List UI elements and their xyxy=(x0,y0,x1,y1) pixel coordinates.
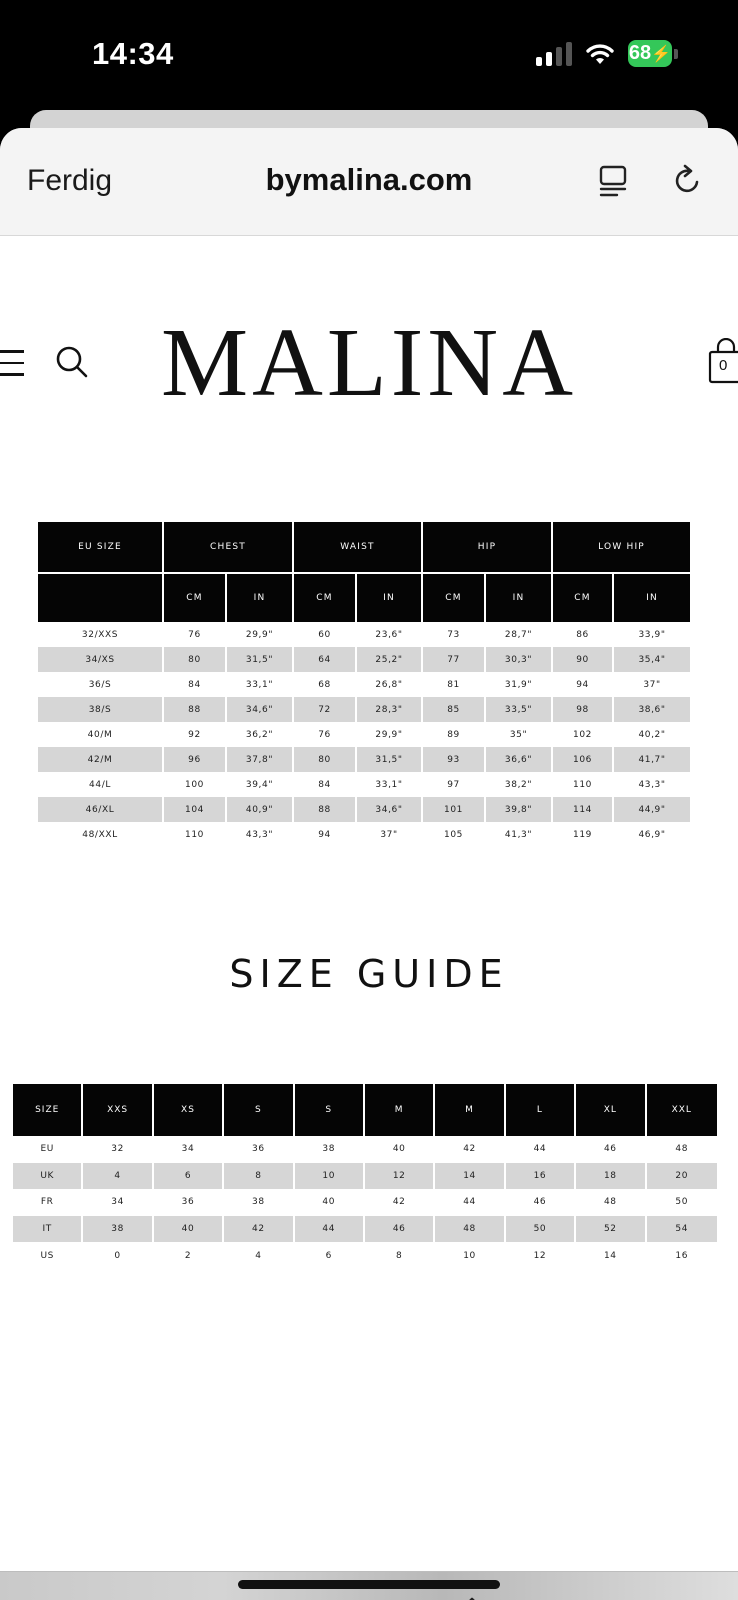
measurement-cell: 31,5" xyxy=(357,747,423,772)
size-value-cell: 36 xyxy=(154,1189,224,1216)
size-value-cell: 38 xyxy=(83,1216,153,1243)
size-label-cell: 44/L xyxy=(38,772,164,797)
measurement-cell: 81 xyxy=(423,672,486,697)
size-value-cell: 48 xyxy=(647,1136,717,1163)
size-value-cell: 18 xyxy=(576,1163,646,1190)
measurement-cell: 38,2" xyxy=(486,772,553,797)
measurement-cell: 40,2" xyxy=(614,722,690,747)
size-header-cell: S xyxy=(295,1084,365,1136)
size-header-cell: XS xyxy=(154,1084,224,1136)
measurement-cell: 29,9" xyxy=(357,722,423,747)
size-value-cell: 8 xyxy=(224,1163,294,1190)
table-row xyxy=(13,1242,717,1269)
size-value-cell: 12 xyxy=(506,1242,576,1269)
measurement-cell: 90 xyxy=(553,647,614,672)
measurement-cell: 68 xyxy=(294,672,357,697)
measurement-cell: 31,5" xyxy=(227,647,294,672)
size-value-cell: 16 xyxy=(506,1163,576,1190)
size-value-cell: 8 xyxy=(365,1242,435,1269)
size-label-cell: 48/XXL xyxy=(38,822,164,847)
measurement-cell: 110 xyxy=(553,772,614,797)
size-value-cell: 6 xyxy=(154,1163,224,1190)
measurement-cell: 41,3" xyxy=(486,822,553,847)
measurement-cell: 33,5" xyxy=(486,697,553,722)
size-value-cell: 48 xyxy=(576,1189,646,1216)
measurement-cell: 35" xyxy=(486,722,553,747)
size-value-cell: 44 xyxy=(506,1136,576,1163)
measurement-cell: 98 xyxy=(553,697,614,722)
size-header-cell: XL xyxy=(576,1084,646,1136)
unit-header: IN xyxy=(357,572,423,622)
battery-charging-icon: 68 ⚡ xyxy=(628,40,678,67)
measurement-cell: 37,8" xyxy=(227,747,294,772)
size-header-cell: S xyxy=(224,1084,294,1136)
measurement-cell: 80 xyxy=(164,647,227,672)
measurement-cell: 60 xyxy=(294,622,357,647)
measurement-cell: 34,6" xyxy=(227,697,294,722)
measurement-cell: 64 xyxy=(294,647,357,672)
size-value-cell: 50 xyxy=(506,1216,576,1243)
measurement-cell: 76 xyxy=(294,722,357,747)
measurement-cell: 84 xyxy=(164,672,227,697)
measurement-cell: 33,1" xyxy=(357,772,423,797)
measurement-cell: 31,9" xyxy=(486,672,553,697)
size-value-cell: 46 xyxy=(506,1189,576,1216)
table-row xyxy=(38,772,690,797)
table-row xyxy=(38,672,690,697)
measurement-cell: 89 xyxy=(423,722,486,747)
size-value-cell: 44 xyxy=(435,1189,505,1216)
measurement-cell: 94 xyxy=(553,672,614,697)
size-value-cell: 2 xyxy=(154,1242,224,1269)
size-value-cell: 16 xyxy=(647,1242,717,1269)
cart-count: 0 xyxy=(719,357,728,374)
size-label-cell: 36/S xyxy=(38,672,164,697)
measurement-cell: 86 xyxy=(553,622,614,647)
unit-header: CM xyxy=(294,572,357,622)
measurement-cell: 94 xyxy=(294,822,357,847)
measurement-cell: 97 xyxy=(423,772,486,797)
measurement-cell: 26,8" xyxy=(357,672,423,697)
measurement-cell: 29,9" xyxy=(227,622,294,647)
wifi-icon xyxy=(584,42,616,66)
measurement-cell: 73 xyxy=(423,622,486,647)
share-icon[interactable] xyxy=(452,1596,492,1600)
size-header-cell: XXL xyxy=(647,1084,717,1136)
reader-icon[interactable] xyxy=(597,164,631,198)
measurement-table xyxy=(38,522,690,847)
reload-icon[interactable] xyxy=(670,162,706,198)
size-value-cell: 38 xyxy=(224,1189,294,1216)
unit-header: CM xyxy=(423,572,486,622)
measurement-cell: 88 xyxy=(294,797,357,822)
header-blank xyxy=(38,572,164,622)
measurement-cell: 39,8" xyxy=(486,797,553,822)
table-row xyxy=(13,1163,717,1190)
size-value-cell: 20 xyxy=(647,1163,717,1190)
size-value-cell: 36 xyxy=(224,1136,294,1163)
size-guide-title: SIZE GUIDE xyxy=(229,952,509,996)
measurement-cell: 77 xyxy=(423,647,486,672)
measurement-cell: 92 xyxy=(164,722,227,747)
header-chest: CHEST xyxy=(164,522,294,572)
table-header-row xyxy=(13,1084,717,1136)
signal-icon xyxy=(536,42,572,66)
size-value-cell: 52 xyxy=(576,1216,646,1243)
table-row xyxy=(13,1189,717,1216)
size-value-cell: 40 xyxy=(365,1136,435,1163)
measurement-cell: 72 xyxy=(294,697,357,722)
size-value-cell: 34 xyxy=(154,1136,224,1163)
measurement-cell: 41,7" xyxy=(614,747,690,772)
unit-header: IN xyxy=(614,572,690,622)
size-value-cell: 44 xyxy=(295,1216,365,1243)
region-label-cell: FR xyxy=(13,1189,83,1216)
table-row xyxy=(38,822,690,847)
measurement-cell: 114 xyxy=(553,797,614,822)
status-bar xyxy=(0,0,738,110)
measurement-cell: 101 xyxy=(423,797,486,822)
size-header-cell: M xyxy=(435,1084,505,1136)
measurement-cell: 44,9" xyxy=(614,797,690,822)
measurement-cell: 84 xyxy=(294,772,357,797)
size-value-cell: 32 xyxy=(83,1136,153,1163)
measurement-cell: 33,1" xyxy=(227,672,294,697)
size-value-cell: 42 xyxy=(435,1136,505,1163)
unit-header: IN xyxy=(486,572,553,622)
size-value-cell: 4 xyxy=(224,1242,294,1269)
measurement-cell: 28,3" xyxy=(357,697,423,722)
measurement-cell: 80 xyxy=(294,747,357,772)
table-row xyxy=(13,1216,717,1243)
size-value-cell: 50 xyxy=(647,1189,717,1216)
unit-header: IN xyxy=(227,572,294,622)
size-value-cell: 46 xyxy=(365,1216,435,1243)
measurement-cell: 43,3" xyxy=(614,772,690,797)
region-label-cell: US xyxy=(13,1242,83,1269)
site-logo[interactable]: MALINA xyxy=(161,309,577,417)
home-indicator xyxy=(238,1580,500,1589)
region-label-cell: IT xyxy=(13,1216,83,1243)
size-value-cell: 12 xyxy=(365,1163,435,1190)
browser-header xyxy=(0,128,738,236)
measurement-cell: 33,9" xyxy=(614,622,690,647)
size-header-cell: L xyxy=(506,1084,576,1136)
header-waist: WAIST xyxy=(294,522,423,572)
measurement-cell: 102 xyxy=(553,722,614,747)
table-row xyxy=(38,722,690,747)
size-label-cell: 34/XS xyxy=(38,647,164,672)
url-title: bymalina.com xyxy=(265,162,473,197)
table-row xyxy=(38,622,690,647)
measurement-cell: 40,9" xyxy=(227,797,294,822)
size-value-cell: 40 xyxy=(154,1216,224,1243)
measurement-cell: 119 xyxy=(553,822,614,847)
size-value-cell: 14 xyxy=(576,1242,646,1269)
measurement-cell: 36,2" xyxy=(227,722,294,747)
measurement-cell: 25,2" xyxy=(357,647,423,672)
size-value-cell: 42 xyxy=(365,1189,435,1216)
size-conversion-table xyxy=(13,1084,717,1269)
size-value-cell: 48 xyxy=(435,1216,505,1243)
size-label-cell: 46/XL xyxy=(38,797,164,822)
unit-header: CM xyxy=(553,572,614,622)
battery-level: 68 xyxy=(628,42,652,64)
size-value-cell: 38 xyxy=(295,1136,365,1163)
measurement-cell: 38,6" xyxy=(614,697,690,722)
size-value-cell: 0 xyxy=(83,1242,153,1269)
size-value-cell: 10 xyxy=(435,1242,505,1269)
size-header-cell: XXS xyxy=(83,1084,153,1136)
measurement-cell: 43,3" xyxy=(227,822,294,847)
region-label-cell: UK xyxy=(13,1163,83,1190)
header-low-hip: LOW HIP xyxy=(553,522,690,572)
measurement-cell: 23,6" xyxy=(357,622,423,647)
region-label-cell: EU xyxy=(13,1136,83,1163)
table-row xyxy=(38,747,690,772)
size-value-cell: 42 xyxy=(224,1216,294,1243)
measurement-cell: 36,6" xyxy=(486,747,553,772)
measurement-cell: 96 xyxy=(164,747,227,772)
size-label-cell: 38/S xyxy=(38,697,164,722)
table-row xyxy=(13,1136,717,1163)
size-value-cell: 34 xyxy=(83,1189,153,1216)
size-value-cell: 46 xyxy=(576,1136,646,1163)
measurement-cell: 93 xyxy=(423,747,486,772)
measurement-cell: 28,7" xyxy=(486,622,553,647)
size-value-cell: 6 xyxy=(295,1242,365,1269)
measurement-cell: 30,3" xyxy=(486,647,553,672)
done-button[interactable]: Ferdig xyxy=(27,164,113,197)
safari-view-sheet xyxy=(0,128,738,1600)
measurement-cell: 37" xyxy=(614,672,690,697)
measurement-cell: 39,4" xyxy=(227,772,294,797)
measurement-cell: 106 xyxy=(553,747,614,772)
measurement-cell: 85 xyxy=(423,697,486,722)
measurement-cell: 37" xyxy=(357,822,423,847)
measurement-cell: 110 xyxy=(164,822,227,847)
measurement-cell: 46,9" xyxy=(614,822,690,847)
size-header-cell: M xyxy=(365,1084,435,1136)
size-value-cell: 14 xyxy=(435,1163,505,1190)
unit-header: CM xyxy=(164,572,227,622)
measurement-cell: 88 xyxy=(164,697,227,722)
header-eu-size: EU SIZE xyxy=(38,522,164,572)
size-value-cell: 10 xyxy=(295,1163,365,1190)
measurement-cell: 34,6" xyxy=(357,797,423,822)
measurement-cell: 35,4" xyxy=(614,647,690,672)
measurement-cell: 105 xyxy=(423,822,486,847)
measurement-cell: 104 xyxy=(164,797,227,822)
size-label-cell: 42/M xyxy=(38,747,164,772)
measurement-cell: 100 xyxy=(164,772,227,797)
size-header-cell: SIZE xyxy=(13,1084,83,1136)
table-row xyxy=(38,697,690,722)
table-row xyxy=(38,797,690,822)
size-label-cell: 40/M xyxy=(38,722,164,747)
measurement-cell: 76 xyxy=(164,622,227,647)
size-value-cell: 4 xyxy=(83,1163,153,1190)
size-label-cell: 32/XXS xyxy=(38,622,164,647)
table-row xyxy=(38,647,690,672)
header-hip: HIP xyxy=(423,522,553,572)
size-value-cell: 40 xyxy=(295,1189,365,1216)
size-value-cell: 54 xyxy=(647,1216,717,1243)
status-icons xyxy=(536,40,678,67)
status-time: 14:34 xyxy=(92,36,174,71)
